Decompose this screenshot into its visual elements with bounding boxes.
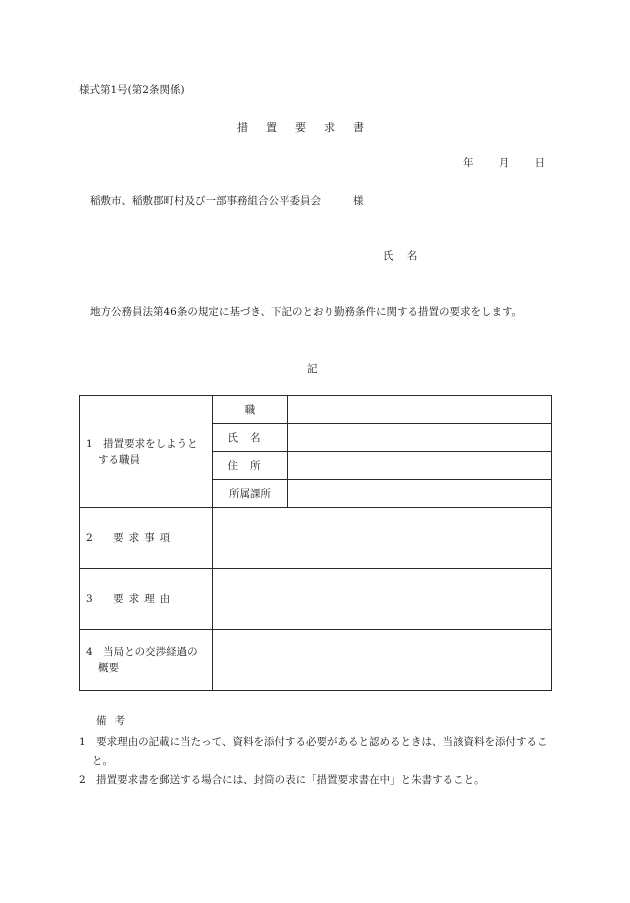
request-reason-label: 3 要求理由 [80,569,213,630]
position-label: 職 [213,396,288,424]
department-field[interactable] [288,480,552,508]
note-1: 1 要求理由の記載に当たって、資料を添付する必要があると認めるときは、当該資料を添付すること。 [79,736,548,767]
note-2: 2 措置要求書を郵送する場合には、封筒の表に「措置要求書在中」と朱書すること。 [79,774,485,786]
body-text: 地方公務員法第46条の規定に基づき、下記のとおり勤務条件に関する措置の要求をします。 [90,306,523,318]
request-reason-field[interactable] [213,569,552,630]
negotiation-label-line2: 概要 [98,662,119,674]
name-field[interactable] [288,424,552,452]
negotiation-summary-label-cell [80,630,213,691]
honorific: 様 [353,195,364,207]
position-field[interactable] [288,396,552,424]
applicant-name-label: 氏 名 [383,250,418,262]
date-line: 年 月 日 [463,157,546,169]
employee-label-cell [80,396,213,508]
employee-label-line1: 1 措置要求をしようと [86,437,198,450]
request-form-table [79,395,552,691]
employee-label-line2: する職員 [98,453,140,466]
form-number: 様式第1号(第2条関係) [79,84,185,96]
address-label: 住所 [213,452,288,480]
negotiation-summary-field[interactable] [213,630,552,691]
ki-label: 記 [307,363,318,375]
request-items-label: 2 要求事項 [80,508,213,569]
negotiation-label-line1: 4 当局との交渉経過の [86,646,198,658]
name-label: 氏名 [213,424,288,452]
request-items-field[interactable] [213,508,552,569]
notes-title: 備考 [96,715,133,727]
department-label: 所属課所 [213,480,288,508]
addressee-name: 稲敷市、稲敷郡町村及び一部事務組合公平委員会 [90,195,321,207]
address-field[interactable] [288,452,552,480]
addressee [90,193,364,208]
document-title: 措置要求書 [237,121,382,134]
